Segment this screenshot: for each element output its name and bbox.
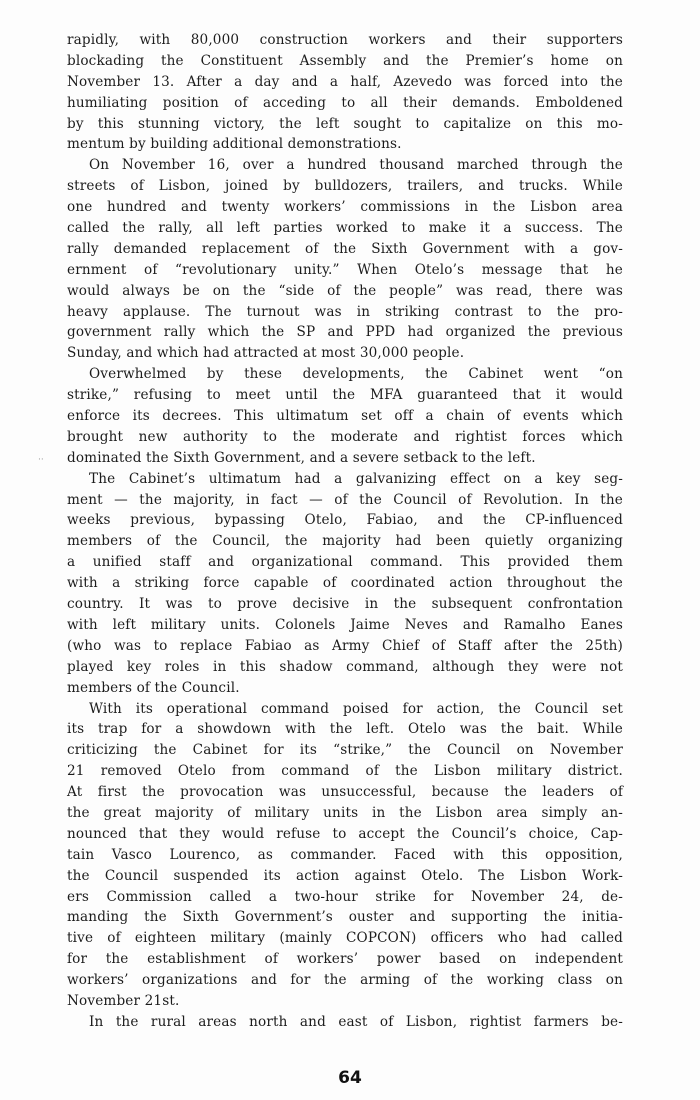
text-line: nounced that they would refuse to accept the Council’s choice, Cap- (67, 825, 623, 842)
paragraph (67, 469, 623, 699)
paragraph (67, 155, 623, 364)
text-line: for the establishment of workers’ power based on independent (67, 951, 623, 968)
text-line: rapidly, with 80,000 construction workers and their supporters (67, 32, 623, 48)
text-line: country. It was to prove decisive in the subsequent confrontation (67, 596, 623, 613)
text-line: criticizing the Cabinet for its “strike,” the Council on November (67, 742, 623, 759)
text-line: with a striking force capable of coordinated action throughout the (67, 575, 623, 592)
text-line: tain Vasco Lourenco, as commander. Faced with this opposition, (67, 846, 623, 863)
text-line: humiliating position of acceding to all their demands. Emboldened (67, 94, 623, 111)
paragraph (67, 699, 623, 1012)
text-line: played key roles in this shadow command, although they were not (67, 658, 623, 675)
text-line: one hundred and twenty workers’ commissions in the Lisbon area (67, 199, 623, 216)
text-line: Sunday, and which had attracted at most 30,000 people. (67, 345, 465, 362)
text-line: weeks previous, bypassing Otelo, Fabiao, and the CP-influenced (67, 512, 623, 529)
text-line: brought new authority to the moderate and rightist forces which (67, 428, 623, 445)
text-line: called the rally, all left parties worked to make it a success. The (67, 220, 623, 237)
text-line: In the rural areas north and east of Lisbon, rightist farmers be- (89, 1013, 623, 1030)
text-line: strike,” refusing to meet until the MFA guaranteed that it would (67, 387, 623, 404)
text-line: streets of Lisbon, joined by bulldozers, trailers, and trucks. While (67, 178, 623, 195)
text-line: its trap for a showdown with the left. Otelo was the bait. While (67, 721, 623, 738)
text-line: the Council suspended its action against Otelo. The Lisbon Work- (67, 867, 623, 884)
body-text (67, 30, 623, 1033)
text-line: workers’ organizations and for the arming of the working class on (67, 972, 623, 989)
paragraph (67, 30, 623, 155)
text-line: members of the Council, the majority had been quietly organizing (67, 533, 623, 550)
text-line: (who was to replace Fabiao as Army Chief of Staff after the 25th) (67, 637, 623, 654)
text-line: ers Commission called a two-hour strike for November 24, de- (67, 888, 623, 905)
text-line: tive of eighteen military (mainly COPCON) officers who had called (67, 930, 623, 947)
text-line: The Cabinet’s ultimatum had a galvanizing effect on a key seg- (89, 470, 623, 487)
text-line: a unified staff and organizational command. This provided them (67, 554, 623, 571)
text-line: On November 16, over a hundred thousand marched through the (89, 157, 623, 174)
text-line: dominated the Sixth Government, and a severe setback to the left. (67, 449, 536, 466)
text-line: November 13. After a day and a half, Azevedo was forced into the (67, 73, 623, 90)
text-line: members of the Council. (67, 679, 240, 696)
text-line: by this stunning victory, the left sought to capitalize on this mo- (67, 115, 623, 132)
paragraph (67, 1012, 623, 1033)
text-line: heavy applause. The turnout was in striking contrast to the pro- (67, 303, 623, 320)
text-line: the great majority of military units in the Lisbon area simply an- (67, 804, 623, 821)
text-line: November 21st. (67, 992, 180, 1009)
text-line: ernment of “revolutionary unity.” When Otelo’s message that he (67, 261, 623, 278)
text-line: rally demanded replacement of the Sixth Government with a gov- (67, 240, 623, 257)
paragraph (67, 364, 623, 468)
text-line: enforce its decrees. This ultimatum set off a chain of events which (67, 408, 623, 425)
page-number: 64 (338, 1068, 362, 1088)
text-line: would always be on the “side of the people” was read, there was (67, 282, 623, 299)
text-line: 21 removed Otelo from command of the Lisbon military district. (67, 763, 623, 780)
text-line: With its operational command poised for action, the Council set (89, 700, 623, 717)
text-line: mentum by building additional demonstrations. (67, 136, 402, 153)
text-line: with left military units. Colonels Jaime Neves and Ramalho Eanes (67, 616, 623, 633)
text-line: ment — the majority, in fact — of the Council of Revolution. In the (67, 491, 623, 508)
text-line: At first the provocation was unsuccessful, because the leaders of (67, 784, 623, 801)
scan-margin-mark: ·· (38, 455, 44, 465)
text-line: blockading the Constituent Assembly and the Premier’s home on (67, 52, 623, 69)
text-line: manding the Sixth Government’s ouster and supporting the initia- (67, 909, 623, 926)
text-line: government rally which the SP and PPD had organized the previous (67, 324, 623, 341)
text-line: Overwhelmed by these developments, the Cabinet went “on (89, 366, 623, 383)
